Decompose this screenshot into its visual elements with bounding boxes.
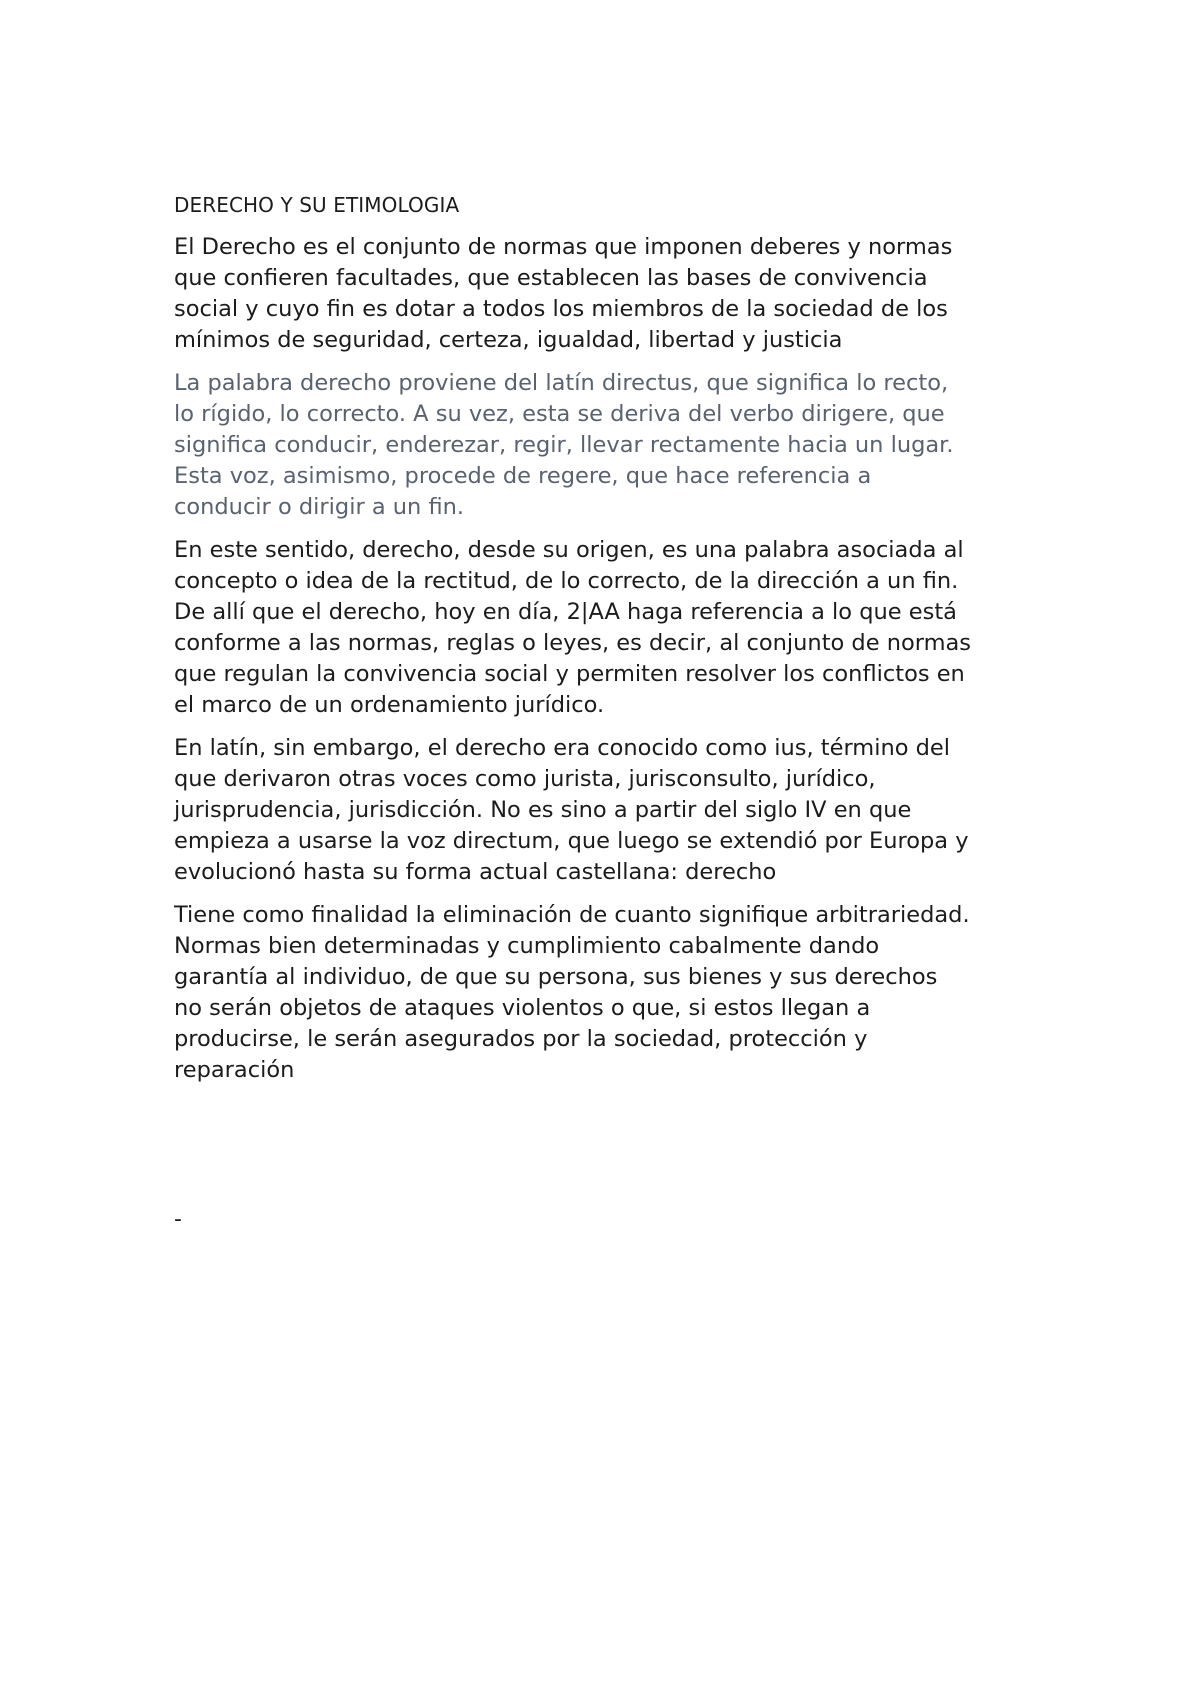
- paragraph-line: no serán objetos de ataques violentos o que, si estos llegan a: [174, 995, 871, 1021]
- paragraph-line: lo rígido, lo correcto. A su vez, esta se deriva del verbo dirigere, que: [174, 401, 945, 427]
- paragraph-line: Normas bien determinadas y cumplimiento cabalmente dando: [174, 933, 880, 959]
- document-body: [174, 190, 1054, 1098]
- paragraph-line: conforme a las normas, reglas o leyes, es decir, al conjunto de normas: [174, 630, 972, 656]
- paragraph-line: garantía al individuo, de que su persona, sus bienes y sus derechos: [174, 964, 938, 990]
- trailing-dash: -: [174, 1207, 182, 1232]
- paragraph-line: que regulan la convivencia social y permiten resolver los conflictos en: [174, 661, 965, 687]
- paragraph-line: evolucionó hasta su forma actual castellana: derecho: [174, 859, 777, 885]
- paragraph-line: social y cuyo fin es dotar a todos los miembros de la sociedad de los: [174, 296, 948, 322]
- paragraph-line: concepto o idea de la rectitud, de lo correcto, de la dirección a un fin.: [174, 568, 959, 594]
- paragraph-line: el marco de un ordenamiento jurídico.: [174, 692, 605, 718]
- paragraph-line: producirse, le serán asegurados por la sociedad, protección y: [174, 1026, 868, 1052]
- paragraph-line: reparación: [174, 1057, 295, 1083]
- paragraph-purpose: [174, 900, 1054, 1086]
- paragraph-line: empieza a usarse la voz directum, que luego se extendió por Europa y: [174, 828, 969, 854]
- paragraph-meaning: [174, 535, 1054, 721]
- paragraph-definition: [174, 232, 1054, 356]
- paragraph-line: jurisprudencia, jurisdicción. No es sino a partir del siglo IV en que: [174, 797, 912, 823]
- document-title: DERECHO Y SU ETIMOLOGIA: [174, 193, 460, 217]
- paragraph-line: mínimos de seguridad, certeza, igualdad, libertad y justicia: [174, 327, 843, 353]
- paragraph-etymology: [174, 368, 1054, 523]
- paragraph-line: En este sentido, derecho, desde su origen, es una palabra asociada al: [174, 537, 964, 563]
- paragraph-line: que derivaron otras voces como jurista, jurisconsulto, jurídico,: [174, 766, 876, 792]
- paragraph-line: De allí que el derecho, hoy en día, 2|AA haga referencia a lo que está: [174, 599, 957, 625]
- paragraph-latin-origin: [174, 733, 1054, 888]
- paragraph-line: La palabra derecho proviene del latín directus, que significa lo recto,: [174, 370, 949, 396]
- paragraph-line: Esta voz, asimismo, procede de regere, que hace referencia a: [174, 463, 872, 489]
- paragraph-line: conducir o dirigir a un fin.: [174, 494, 465, 520]
- paragraph-line: que confieren facultades, que establecen las bases de convivencia: [174, 265, 928, 291]
- paragraph-line: El Derecho es el conjunto de normas que imponen deberes y normas: [174, 234, 953, 260]
- paragraph-line: significa conducir, enderezar, regir, llevar rectamente hacia un lugar.: [174, 432, 954, 458]
- paragraph-line: Tiene como finalidad la eliminación de cuanto signifique arbitrariedad.: [174, 902, 970, 928]
- paragraph-line: En latín, sin embargo, el derecho era conocido como ius, término del: [174, 735, 951, 761]
